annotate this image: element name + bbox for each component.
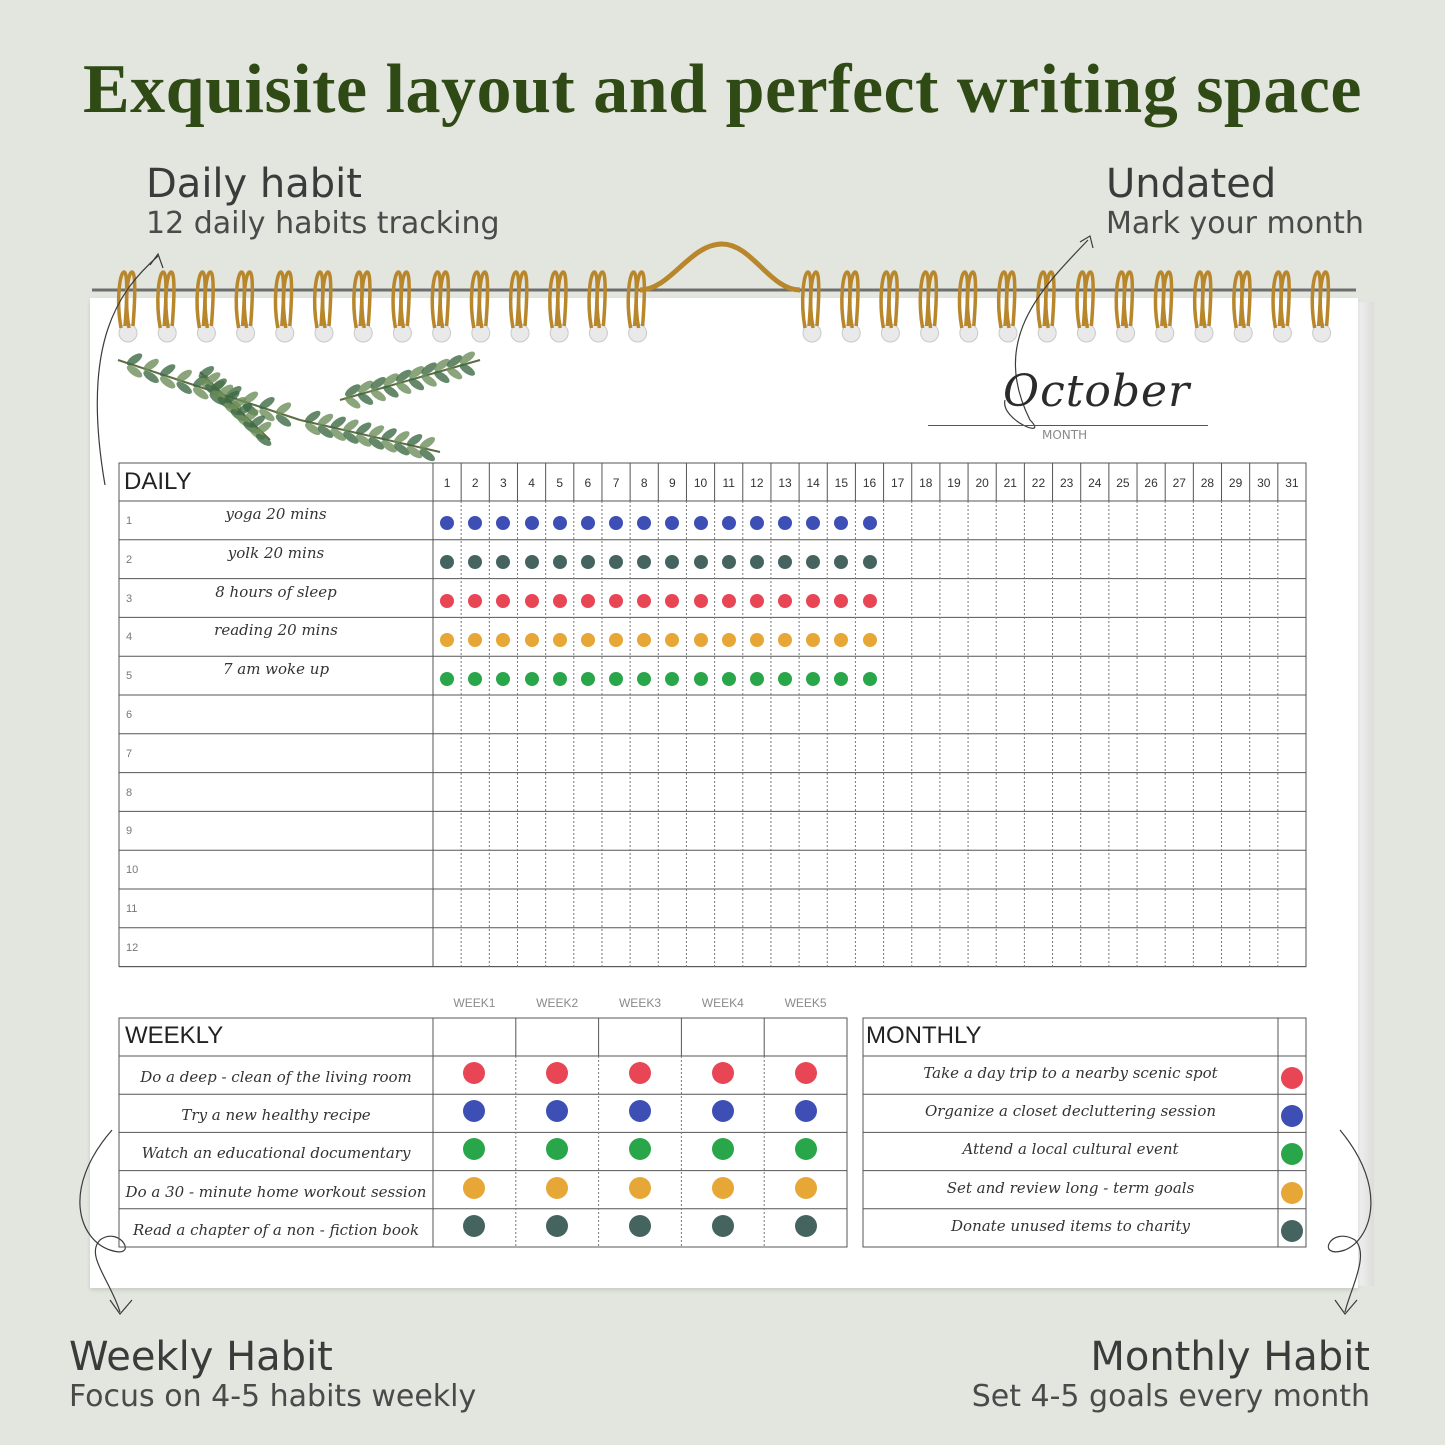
daily-check-dot	[440, 633, 454, 647]
daily-callout-title: Daily habit	[146, 161, 362, 207]
day-number: 25	[1116, 476, 1130, 490]
daily-row-number: 4	[126, 631, 133, 644]
month-underline	[928, 425, 1208, 426]
daily-check-dot	[778, 633, 792, 647]
day-number: 10	[693, 476, 708, 490]
day-number: 23	[1059, 476, 1074, 490]
daily-check-dot	[637, 672, 651, 686]
spiral-ring	[1046, 272, 1054, 328]
daily-check-dot	[609, 594, 623, 608]
week-column-header: WEEK5	[784, 996, 827, 1010]
spiral-ring	[967, 272, 975, 328]
daily-habit-name: yoga 20 mins	[225, 505, 327, 523]
spiral-ring	[1242, 272, 1250, 328]
daily-check-dot	[581, 633, 595, 647]
spiral-ring	[1163, 272, 1171, 328]
daily-check-dot	[806, 672, 820, 686]
spiral-ring	[244, 272, 252, 328]
monthly-goal-name: Set and review long - term goals	[946, 1178, 1195, 1197]
day-number: 11	[722, 476, 735, 490]
daily-row-number: 6	[126, 709, 133, 721]
weekly-habit-name: Read a chapter of a non - fiction book	[132, 1220, 420, 1239]
day-number: 21	[1003, 476, 1017, 490]
daily-check-dot	[637, 633, 651, 647]
day-number: 13	[778, 476, 792, 490]
day-number: 5	[556, 476, 564, 490]
monthly-check-dot	[1281, 1067, 1303, 1089]
day-number: 22	[1031, 476, 1046, 490]
daily-check-dot	[553, 594, 567, 608]
daily-check-dot	[468, 633, 482, 647]
daily-check-dot	[750, 672, 764, 686]
daily-check-dot	[863, 633, 877, 647]
spiral-ring	[519, 272, 527, 328]
spiral-ring	[479, 272, 487, 328]
weekly-callout-title: Weekly Habit	[69, 1334, 333, 1380]
daily-check-dot	[496, 672, 510, 686]
day-number: 8	[640, 476, 648, 490]
day-number: 27	[1172, 476, 1186, 490]
daily-check-dot	[834, 672, 848, 686]
spiral-ring	[166, 272, 174, 328]
weekly-check-dot	[795, 1062, 817, 1084]
monthly-goal-name: Donate unused items to charity	[951, 1216, 1190, 1235]
week-column-header: WEEK1	[453, 996, 496, 1010]
daily-row-number: 1	[126, 515, 133, 527]
daily-row-number: 3	[126, 592, 133, 605]
weekly-habit-name: Do a 30 - minute home workout session	[125, 1182, 427, 1201]
daily-check-dot	[525, 594, 539, 608]
monthly-goal-name: Attend a local cultural event	[962, 1140, 1179, 1159]
weekly-check-dot	[795, 1100, 817, 1122]
day-number: 12	[750, 476, 764, 490]
daily-check-dot	[694, 633, 708, 647]
daily-check-dot	[750, 633, 764, 647]
daily-check-dot	[863, 516, 877, 530]
spiral-ring	[1320, 272, 1328, 328]
daily-check-dot	[468, 672, 482, 686]
daily-check-dot	[665, 672, 679, 686]
day-number: 1	[443, 476, 451, 490]
weekly-heading: WEEKLY	[125, 1022, 224, 1049]
undated-callout-title: Undated	[1106, 161, 1277, 207]
daily-habit-name: 7 am woke up	[222, 660, 330, 679]
daily-check-dot	[694, 672, 708, 686]
weekly-check-dot	[546, 1215, 568, 1237]
week-column-header: WEEK4	[701, 996, 744, 1010]
daily-check-dot	[525, 555, 539, 569]
weekly-habit-name: Do a deep - clean of the living room	[140, 1068, 412, 1086]
day-number: 7	[612, 476, 620, 490]
monthly-callout-title: Monthly Habit	[1090, 1334, 1370, 1380]
daily-check-dot	[553, 672, 567, 686]
day-number: 17	[890, 476, 905, 490]
daily-check-dot	[581, 555, 595, 569]
month-label: MONTH	[1042, 428, 1088, 442]
weekly-callout-subtitle: Focus on 4-5 habits weekly	[69, 1379, 477, 1414]
daily-heading: DAILY	[124, 468, 192, 495]
weekly-check-dot	[629, 1215, 651, 1237]
daily-check-dot	[553, 633, 567, 647]
week-column-header: WEEK3	[618, 996, 661, 1010]
weekly-check-dot	[629, 1062, 651, 1084]
daily-row-number: 7	[126, 747, 133, 760]
weekly-check-dot	[795, 1177, 817, 1199]
day-number: 15	[834, 476, 848, 490]
weekly-check-dot	[712, 1062, 734, 1084]
spiral-ring	[928, 272, 936, 328]
daily-check-dot	[609, 672, 623, 686]
day-number: 6	[584, 476, 592, 490]
daily-check-dot	[863, 594, 877, 608]
daily-check-dot	[694, 594, 708, 608]
spiral-ring	[1281, 272, 1289, 328]
daily-check-dot	[694, 555, 708, 569]
day-number: 9	[669, 476, 676, 490]
day-number: 18	[919, 476, 933, 490]
spiral-ring	[850, 272, 858, 328]
daily-row-number: 5	[126, 670, 133, 683]
day-number: 19	[947, 476, 961, 490]
daily-check-dot	[525, 633, 539, 647]
daily-check-dot	[581, 594, 595, 608]
spiral-ring	[323, 272, 331, 328]
spiral-ring	[127, 272, 135, 328]
day-number: 2	[471, 476, 479, 490]
monthly-heading: MONTHLY	[866, 1022, 982, 1049]
day-number: 16	[862, 476, 877, 490]
spiral-ring	[558, 272, 566, 328]
daily-habit-name: 8 hours of sleep	[215, 582, 337, 601]
headline: Exquisite layout and perfect writing space	[82, 51, 1363, 128]
daily-check-dot	[863, 672, 877, 686]
monthly-goal-name: Organize a closet decluttering session	[924, 1102, 1217, 1121]
daily-grid-border	[119, 463, 1306, 967]
daily-habit-name: reading 20 mins	[214, 621, 338, 640]
spiral-ring	[401, 272, 409, 328]
weekly-check-dot	[712, 1177, 734, 1199]
daily-check-dot	[778, 672, 792, 686]
daily-row-number: 11	[126, 903, 138, 915]
daily-habit-name: yolk 20 mins	[227, 543, 325, 562]
day-number: 20	[975, 476, 989, 490]
weekly-arrow-head	[110, 1300, 132, 1314]
weekly-check-dot	[712, 1100, 734, 1122]
day-number: 28	[1200, 476, 1215, 490]
weekly-habit-name: Try a new healthy recipe	[181, 1106, 371, 1125]
weekly-check-dot	[463, 1177, 485, 1199]
day-number: 29	[1228, 476, 1243, 490]
spiral-ring	[636, 272, 644, 328]
daily-check-dot	[553, 555, 567, 569]
daily-row-number: 12	[126, 941, 139, 954]
spiral-ring	[283, 272, 291, 328]
weekly-habit-name: Watch an educational documentary	[141, 1144, 411, 1163]
daily-check-dot	[806, 633, 820, 647]
spiral-ring	[1085, 272, 1093, 328]
weekly-check-dot	[546, 1177, 568, 1199]
week-column-header: WEEK2	[536, 996, 579, 1010]
daily-callout-subtitle: 12 daily habits tracking	[146, 206, 500, 241]
day-number: 14	[806, 476, 820, 490]
spiral-ring	[440, 272, 448, 328]
daily-check-dot	[581, 672, 595, 686]
daily-check-dot	[863, 555, 877, 569]
spiral-ring	[362, 272, 370, 328]
day-number: 26	[1144, 476, 1158, 490]
daily-row-number: 8	[126, 786, 133, 799]
spiral-ring	[889, 272, 897, 328]
day-number: 30	[1257, 476, 1271, 490]
day-number: 31	[1285, 476, 1299, 490]
spiral-ring	[1124, 272, 1132, 328]
monthly-arrow	[1328, 1130, 1371, 1312]
daily-check-dot	[440, 594, 454, 608]
daily-check-dot	[722, 555, 736, 569]
month-name: October	[1003, 366, 1191, 417]
day-number: 4	[528, 476, 535, 490]
weekly-arrow	[80, 1130, 125, 1312]
daily-check-dot	[722, 672, 736, 686]
undated-callout-subtitle: Mark your month	[1106, 206, 1364, 241]
daily-check-dot	[694, 516, 708, 530]
daily-row-number: 9	[126, 825, 133, 838]
monthly-callout-subtitle: Set 4-5 goals every month	[971, 1379, 1370, 1414]
daily-check-dot	[609, 633, 623, 647]
spiral-ring	[205, 272, 213, 328]
daily-check-dot	[440, 672, 454, 686]
weekly-check-dot	[712, 1215, 734, 1237]
day-number: 24	[1088, 476, 1102, 490]
monthly-goal-name: Take a day trip to a nearby scenic spot	[923, 1064, 1218, 1082]
daily-check-dot	[750, 555, 764, 569]
weekly-check-dot	[795, 1138, 817, 1160]
spiral-ring	[1007, 272, 1015, 328]
daily-check-dot	[778, 594, 792, 608]
spiral-ring	[1203, 272, 1211, 328]
weekly-check-dot	[629, 1177, 651, 1199]
daily-row-number: 10	[126, 864, 139, 877]
daily-check-dot	[525, 516, 539, 530]
weekly-check-dot	[795, 1215, 817, 1237]
monthly-check-dot	[1281, 1220, 1303, 1242]
daily-check-dot	[525, 672, 539, 686]
daily-check-dot	[750, 594, 764, 608]
monthly-check-dot	[1281, 1182, 1303, 1204]
daily-row-number: 2	[126, 553, 133, 566]
day-number: 3	[500, 476, 507, 490]
daily-check-dot	[722, 594, 736, 608]
spiral-ring	[597, 272, 605, 328]
daily-check-dot	[722, 516, 736, 530]
daily-check-dot	[722, 633, 736, 647]
hanger-hook	[640, 244, 800, 290]
spiral-ring	[811, 272, 819, 328]
